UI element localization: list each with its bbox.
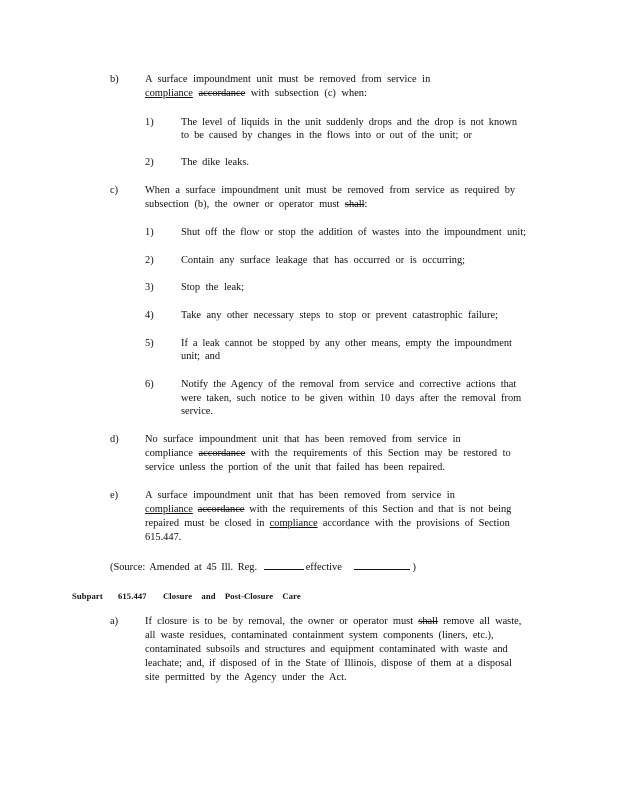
item-c6-label: 6) bbox=[145, 379, 154, 390]
deleted-text: shall bbox=[418, 616, 438, 627]
closure-a-line4: leachate; and, if disposed of in the State of Illinois, dispose of them at a disposal bbox=[145, 658, 512, 669]
section-d-label: d) bbox=[110, 434, 119, 445]
item-c1-line1: Shut off the flow or stop the addition of wastes into the impoundment unit; bbox=[181, 227, 527, 238]
text: compliance bbox=[145, 448, 193, 459]
section-d-line1: No surface impoundment unit that has been removed from service in bbox=[145, 434, 461, 445]
section-e-line4: 615.447. bbox=[145, 532, 182, 543]
deleted-text: accordance bbox=[198, 88, 246, 99]
source-close-paren: ) bbox=[412, 562, 416, 573]
text: with subsection (c) when: bbox=[250, 88, 367, 99]
item-c3-line1: Stop the leak; bbox=[181, 282, 245, 293]
item-c1-label: 1) bbox=[145, 227, 154, 238]
section-c-line2 bbox=[145, 199, 367, 211]
text: with the requirements of this Section and that is not being bbox=[249, 504, 512, 515]
closure-a-line5: site permitted by the Agency under the Act. bbox=[145, 672, 347, 683]
closure-a-line2: all waste residues, contaminated containment system components (liners, etc.), bbox=[145, 630, 494, 641]
deleted-text: shall bbox=[344, 199, 365, 210]
deleted-text: accordance bbox=[198, 448, 246, 459]
section-e-line3 bbox=[145, 518, 510, 530]
section-title: Closure and Post-Closure Care bbox=[163, 591, 301, 601]
item-b2-line1: The dike leaks. bbox=[181, 157, 249, 168]
item-b1-line1: The level of liquids in the unit suddenly drops and the drop is not known bbox=[181, 117, 518, 128]
section-e-line2 bbox=[145, 504, 511, 516]
text: repaired must be closed in bbox=[145, 518, 265, 529]
item-c5-line1: If a leak cannot be stopped by any other means, empty the impoundment bbox=[181, 338, 512, 349]
item-c6-line3: service. bbox=[181, 406, 214, 417]
inserted-text: compliance bbox=[145, 88, 193, 99]
section-d-line2 bbox=[145, 448, 511, 460]
item-c5-line2: unit; and bbox=[181, 351, 221, 362]
item-c5-label: 5) bbox=[145, 338, 154, 349]
item-b1-line2: to be caused by changes in the flows into or out of the unit; or bbox=[181, 130, 473, 141]
closure-a-line1 bbox=[145, 616, 521, 628]
source-note bbox=[110, 560, 416, 574]
blank-line bbox=[354, 560, 410, 570]
section-c-label: c) bbox=[110, 185, 119, 196]
section-c-line1: When a surface impoundment unit must be removed from service as required by bbox=[145, 185, 516, 196]
text: with the requirements of this Section may be restored to bbox=[250, 448, 511, 459]
item-c2-label: 2) bbox=[145, 255, 154, 266]
section-e-label: e) bbox=[110, 490, 119, 501]
text: subsection (b), the owner or operator must bbox=[145, 199, 340, 210]
section-b-line1: A surface impoundment unit must be removed from service in bbox=[145, 74, 431, 85]
item-c4-label: 4) bbox=[145, 310, 154, 321]
text: accordance with the provisions of Section bbox=[322, 518, 510, 529]
item-b1-label: 1) bbox=[145, 117, 154, 128]
text: If closure is to be by removal, the owner or operator must bbox=[145, 616, 414, 627]
item-c6-line2: were taken, such notice to be given within 10 days after the removal from bbox=[181, 393, 522, 404]
item-c2-line1: Contain any surface leakage that has occurred or is occurring; bbox=[181, 255, 466, 266]
closure-a-line3: contaminated subsoils and structures and equipment contaminated with waste and bbox=[145, 644, 508, 655]
closure-a-label: a) bbox=[110, 616, 119, 627]
item-b2-label: 2) bbox=[145, 157, 154, 168]
blank-line bbox=[264, 560, 304, 570]
source-effective: effective bbox=[305, 562, 342, 573]
section-d-line3: service unless the portion of the unit that failed has been repaired. bbox=[145, 462, 445, 473]
section-number: 615.447 bbox=[118, 591, 147, 601]
inserted-text: compliance bbox=[145, 504, 193, 515]
item-c3-label: 3) bbox=[145, 282, 154, 293]
item-c4-line1: Take any other necessary steps to stop or prevent catastrophic failure; bbox=[181, 310, 498, 321]
item-c6-line1: Notify the Agency of the removal from service and corrective actions that bbox=[181, 379, 517, 390]
subpart-label: Subpart bbox=[72, 591, 103, 601]
text: : bbox=[364, 199, 368, 210]
source-amended: (Source: Amended at 45 Ill. Reg. bbox=[110, 562, 258, 573]
section-b-line2 bbox=[145, 88, 367, 100]
section-e-line1: A surface impoundment unit that has been removed from service in bbox=[145, 490, 455, 501]
deleted-text: accordance bbox=[197, 504, 245, 515]
text: remove all waste, bbox=[443, 616, 522, 627]
inserted-text: compliance bbox=[269, 518, 318, 529]
section-b-label: b) bbox=[110, 74, 119, 85]
